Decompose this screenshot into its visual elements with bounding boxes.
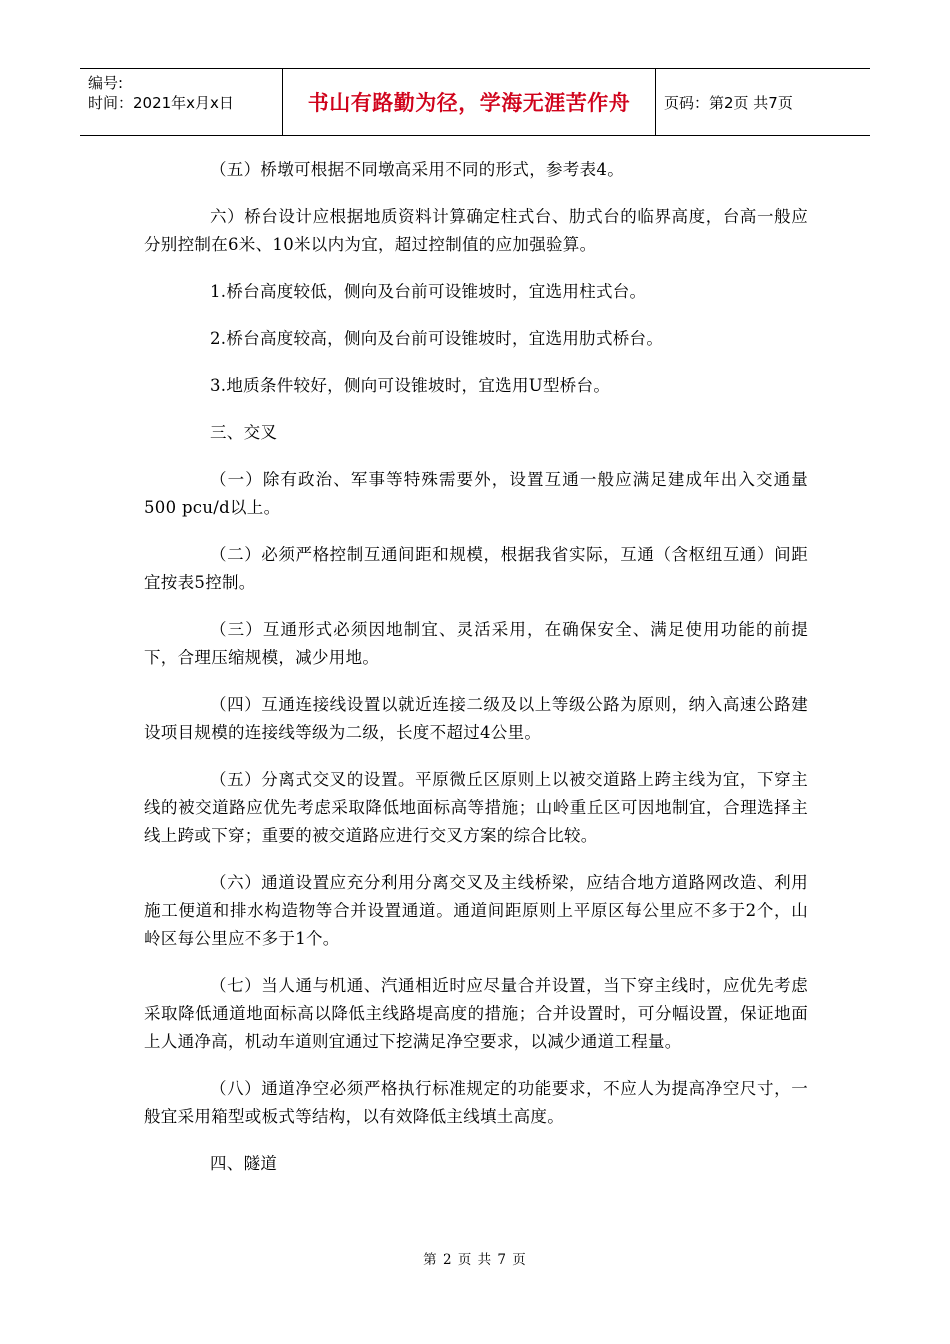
page-header bbox=[80, 68, 870, 136]
paragraph: （六）通道设置应充分利用分离交叉及主线桥梁，应结合地方道路网改造、利用施工便道和排水构造物等合并设置通道。通道间距原则上平原区每公里应不多于2个，山岭区每公里应不多于1个。 bbox=[144, 873, 808, 948]
paragraph: （五）分离式交叉的设置。平原微丘区原则上以被交道路上跨主线为宜，下穿主线的被交道路应优先考虑采取降低地面标高等措施；山岭重丘区可因地制宜，合理选择主线上跨或下穿；重要的被交道路应进行交叉方案的综合比较。 bbox=[144, 770, 808, 845]
header-meta bbox=[80, 69, 283, 135]
header-motto: 书山有路勤为径，学海无涯苦作舟 bbox=[283, 69, 656, 135]
paragraph: （三）互通形式必须因地制宜、灵活采用，在确保安全、满足使用功能的前提下，合理压缩规模，减少用地。 bbox=[144, 620, 808, 667]
page-footer: 第 2 页 共 7 页 bbox=[423, 1252, 527, 1268]
section-heading: 四、隧道 bbox=[210, 1154, 278, 1173]
header-page-info: 页码：第2页 共7页 bbox=[664, 93, 793, 112]
document-code-label: 编号: bbox=[88, 74, 124, 92]
paragraph: 2.桥台高度较高，侧向及台前可设锥坡时，宜选用肋式桥台。 bbox=[210, 329, 664, 348]
paragraph: 3.地质条件较好，侧向可设锥坡时，宜选用U型桥台。 bbox=[210, 376, 611, 395]
paragraph: 1.桥台高度较低，侧向及台前可设锥坡时，宜选用柱式台。 bbox=[210, 282, 647, 301]
paragraph: （四）互通连接线设置以就近连接二级及以上等级公路为原则，纳入高速公路建设项目规模的连接线等级为二级，长度不超过4公里。 bbox=[144, 695, 808, 742]
paragraph: （八）通道净空必须严格执行标准规定的功能要求，不应人为提高净空尺寸，一般宜采用箱型或板式等结构，以有效降低主线填土高度。 bbox=[144, 1079, 808, 1126]
paragraph: （五）桥墩可根据不同墩高采用不同的形式，参考表4。 bbox=[210, 160, 624, 179]
paragraph: （一）除有政治、军事等特殊需要外，设置互通一般应满足建成年出入交通量500 pcu/d以上。 bbox=[144, 470, 808, 517]
section-heading: 三、交叉 bbox=[210, 423, 278, 442]
paragraph: 六）桥台设计应根据地质资料计算确定柱式台、肋式台的临界高度，台高一般应分别控制在6米、10米以内为宜，超过控制值的应加强验算。 bbox=[144, 207, 808, 254]
document-time: 时间：2021年x月x日 bbox=[88, 94, 234, 112]
document-body bbox=[144, 156, 808, 1197]
paragraph: （七）当人通与机通、汽通相近时应尽量合并设置，当下穿主线时，应优先考虑采取降低通道地面标高以降低主线路堤高度的措施；合并设置时，可分幅设置，保证地面上人通净高，机动车道则宜通过下挖满足净空要求，以减少通道工程量。 bbox=[144, 976, 808, 1051]
paragraph: （二）必须严格控制互通间距和规模，根据我省实际，互通（含枢纽互通）间距宜按表5控制。 bbox=[144, 545, 808, 592]
